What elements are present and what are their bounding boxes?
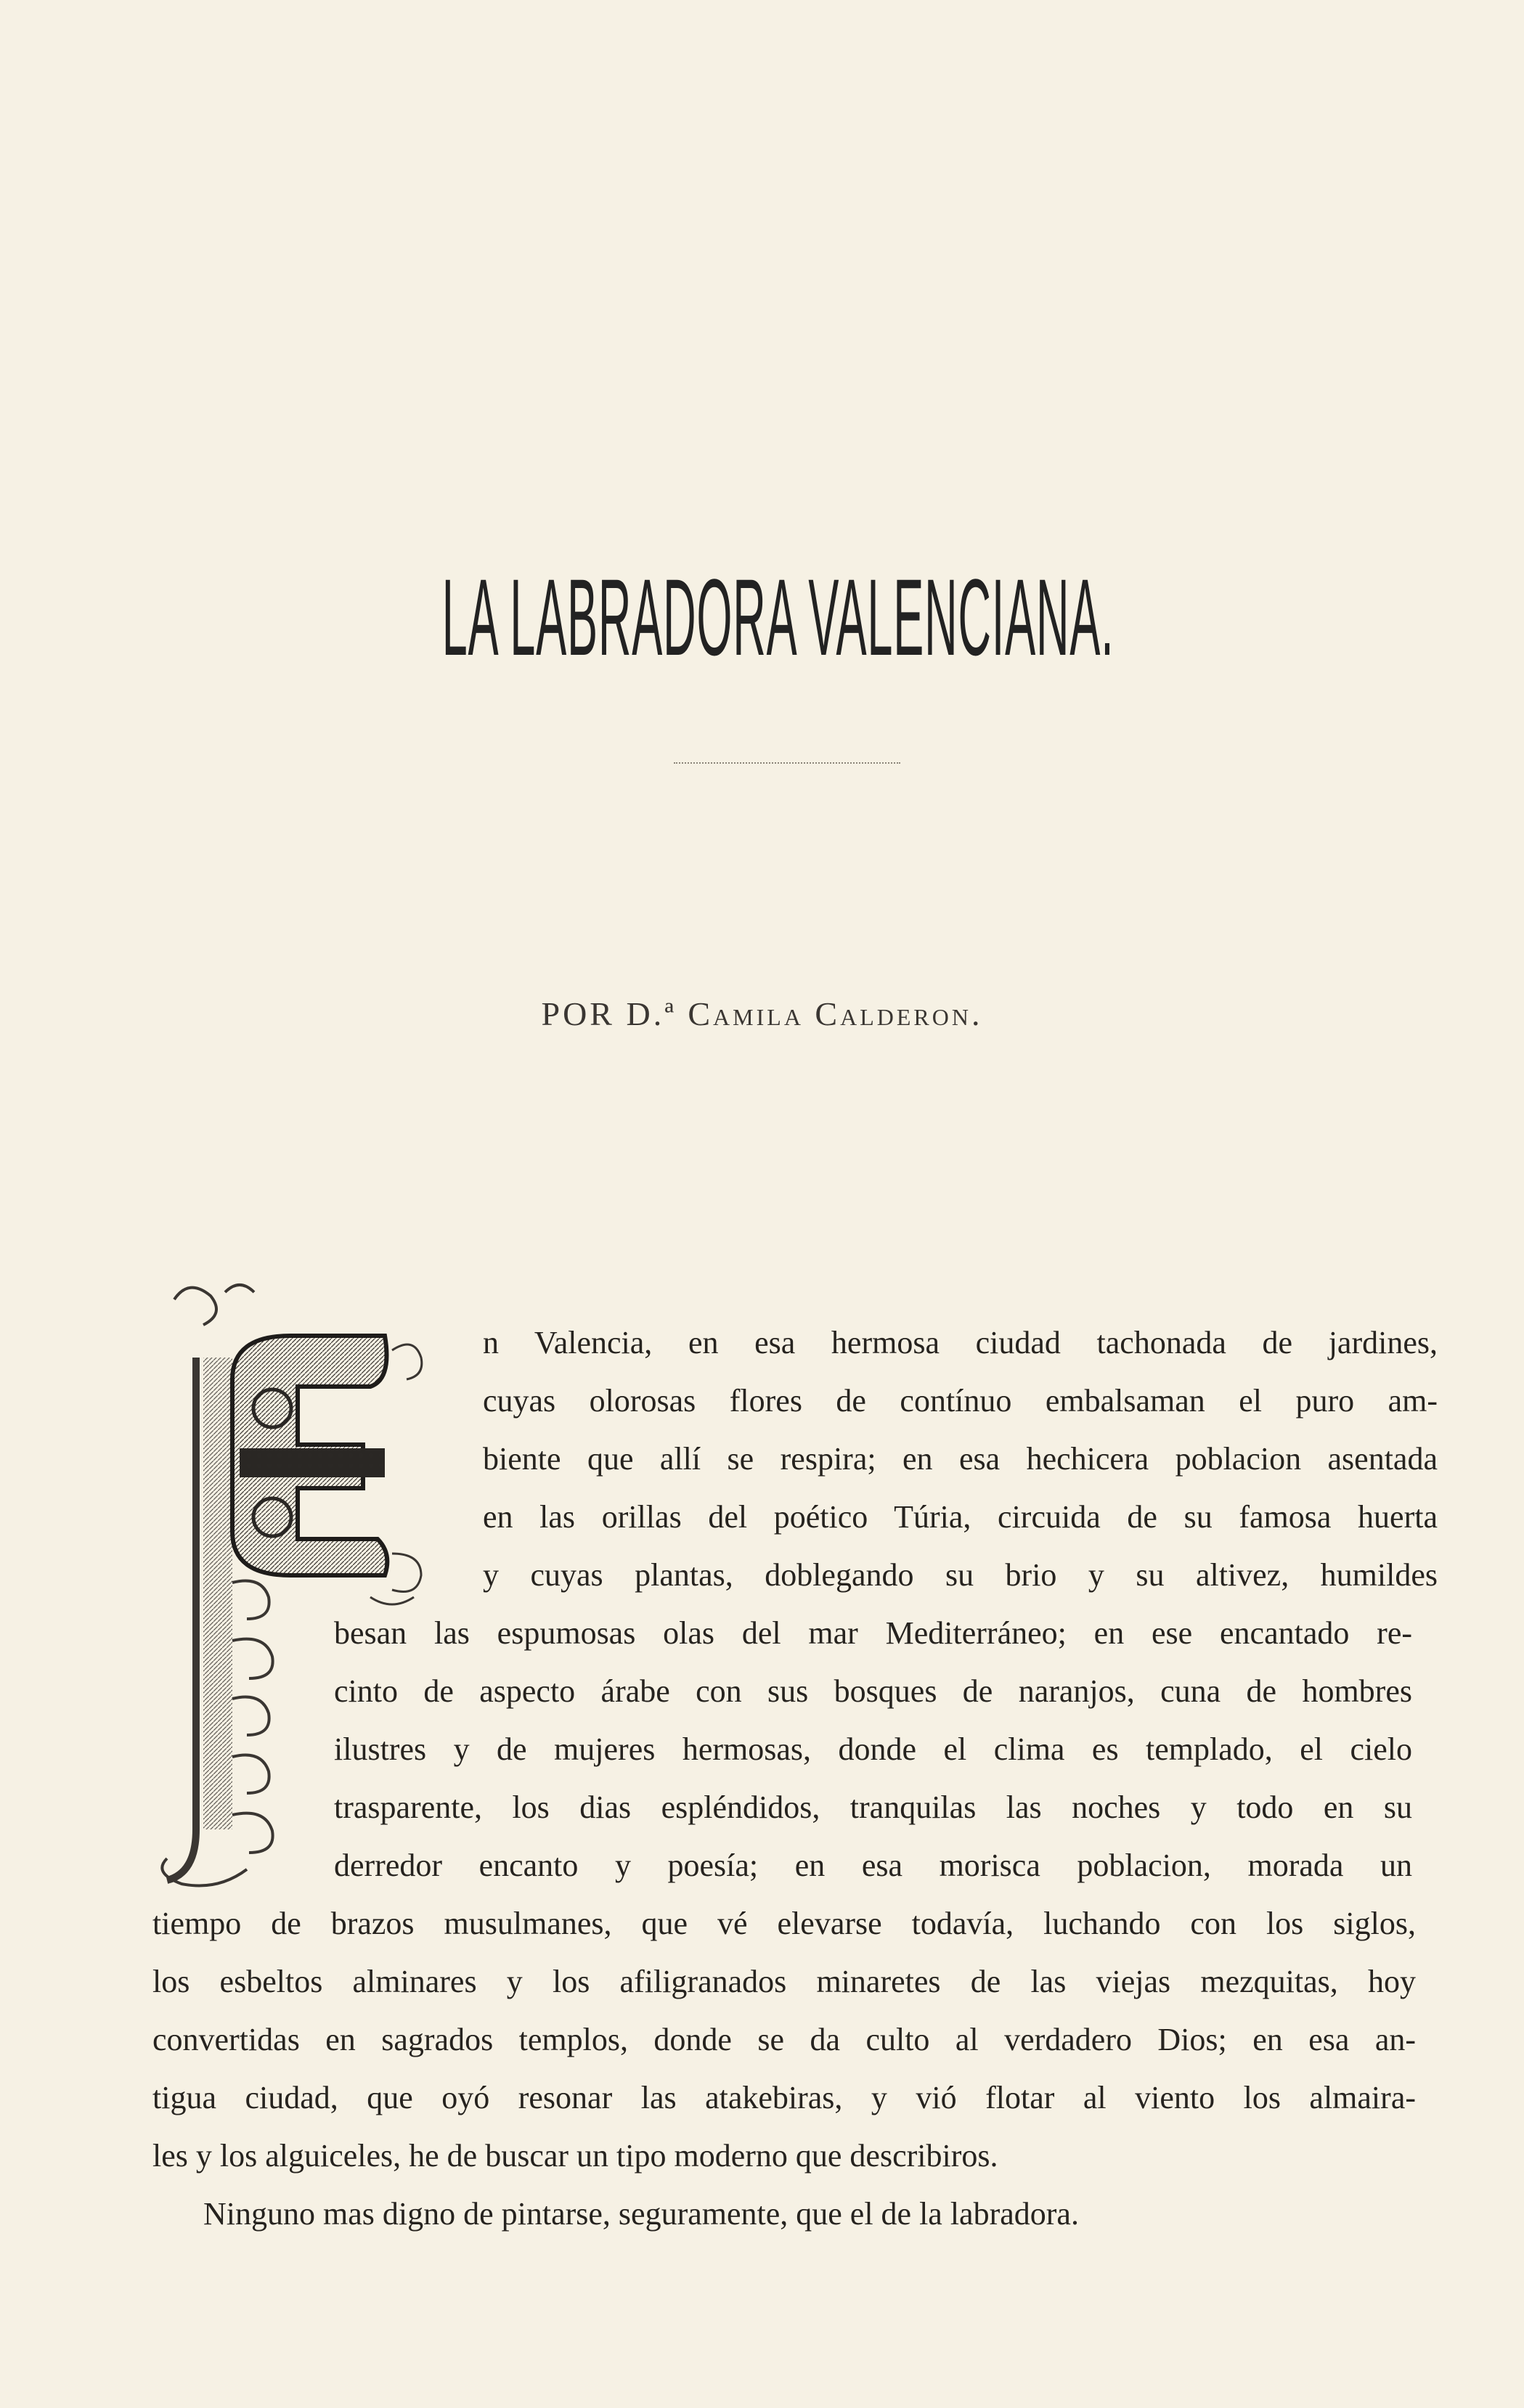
chapter-title: LA LABRADORA VALENCIANA. xyxy=(441,556,1115,678)
text-line: besan las espumosas olas del mar Mediterráneo; en ese encantado re- xyxy=(334,1615,1412,1651)
text-line: cuyas olorosas flores de contínuo embalsaman el puro am- xyxy=(483,1383,1438,1419)
text-line: tiempo de brazos musulmanes, que vé elevarse todavía, luchando con los siglos, xyxy=(152,1906,1416,1941)
byline-prefix: POR xyxy=(541,995,615,1032)
text-line: n Valencia, en esa hermosa ciudad tachonada de jardines, xyxy=(483,1325,1438,1360)
author-byline xyxy=(0,995,1524,1033)
title-divider xyxy=(674,762,900,764)
text-line: en las orillas del poético Túria, circuida de su famosa huerta xyxy=(483,1499,1438,1535)
text-line: derredor encanto y poesía; en esa morisca poblacion, morada un xyxy=(334,1848,1412,1883)
text-line: ilustres y de mujeres hermosas, donde el clima es templado, el cielo xyxy=(334,1731,1412,1767)
text-line: y cuyas plantas, doblegando su brio y su altivez, humildes xyxy=(483,1557,1438,1593)
body-paragraph-2: Ninguno mas digno de pintarse, seguramente, que el de la labradora. xyxy=(203,2196,1079,2232)
body-paragraph-1 xyxy=(152,1314,1438,2258)
author-name: D.ª Camila Calderon. xyxy=(626,995,983,1032)
text-line: biente que allí se respira; en esa hechicera poblacion asentada xyxy=(483,1441,1438,1477)
text-line: cinto de aspecto árabe con sus bosques de naranjos, cuna de hombres xyxy=(334,1673,1412,1709)
text-line: trasparente, los dias espléndidos, tranquilas las noches y todo en su xyxy=(334,1789,1412,1825)
text-line: tigua ciudad, que oyó resonar las atakebiras, y vió flotar al viento los almaira- xyxy=(152,2080,1416,2115)
text-line: los esbeltos alminares y los afiligranados minaretes de las viejas mezquitas, hoy xyxy=(152,1964,1416,1999)
text-line: convertidas en sagrados templos, donde se da culto al verdadero Dios; en esa an- xyxy=(152,2022,1416,2057)
text-line: les y los alguiceles, he de buscar un tipo moderno que describiros. xyxy=(152,2138,998,2174)
